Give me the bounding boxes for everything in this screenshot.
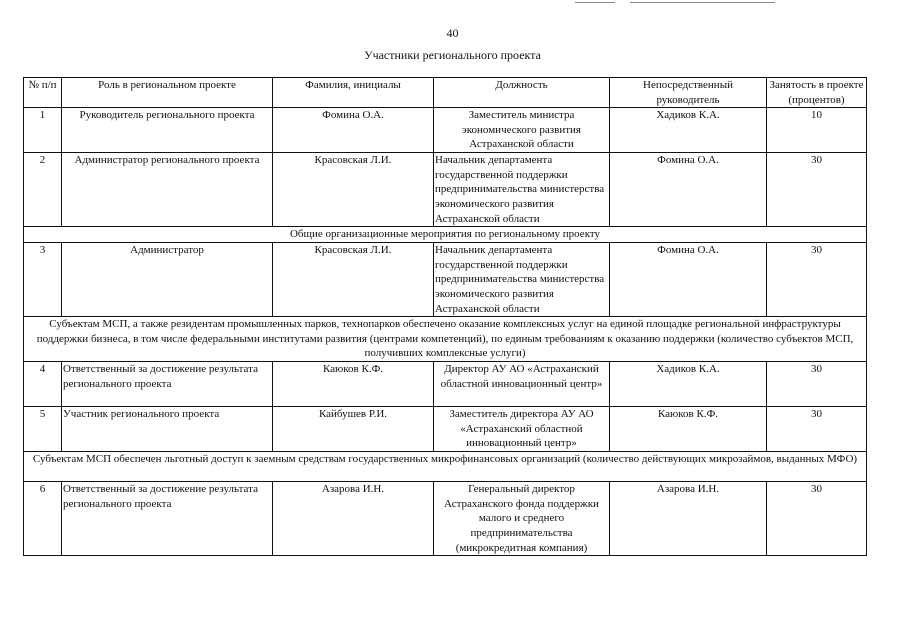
cell-number: 2 xyxy=(24,153,62,227)
table-row xyxy=(24,243,867,317)
cell-position: Генеральный директор Астраханского фонда поддержки малого и среднего предпринимательства (микрокредитная компания) xyxy=(434,482,610,556)
cell-number: 6 xyxy=(24,482,62,556)
cell-role: Участник регионального проекта xyxy=(62,407,273,452)
page-number: 40 xyxy=(446,26,459,40)
section-title: Субъектам МСП обеспечен льготный доступ к заемным средствам государственных микрофинансовых организаций (количество действующих микрозаймов, выданных МФО) xyxy=(24,452,867,482)
cell-employment: 30 xyxy=(767,153,867,227)
cell-supervisor: Азарова И.Н. xyxy=(610,482,767,556)
cell-role: Администратор регионального проекта xyxy=(62,153,273,227)
table-row xyxy=(24,482,867,556)
cell-employment: 10 xyxy=(767,108,867,153)
cell-role: Ответственный за достижение результата регионального проекта xyxy=(62,482,273,556)
cell-number: 5 xyxy=(24,407,62,452)
cell-position: Начальник департамента государственной поддержки предпринимательства министерства экономического развития Астраханской области xyxy=(434,153,610,227)
section-title: Общие организационные мероприятия по региональному проекту xyxy=(24,227,867,243)
cell-position: Начальник департамента государственной поддержки предпринимательства министерства экономического развития Астраханской области xyxy=(434,243,610,317)
table-row xyxy=(24,407,867,452)
header-rule xyxy=(575,2,615,3)
header-rule xyxy=(630,2,775,3)
cell-name: Красовская Л.И. xyxy=(273,153,434,227)
cell-supervisor: Каюков К.Ф. xyxy=(610,407,767,452)
header-position: Должность xyxy=(434,78,610,108)
cell-role: Руководитель регионального проекта xyxy=(62,108,273,153)
cell-number: 3 xyxy=(24,243,62,317)
cell-name: Фомина О.А. xyxy=(273,108,434,153)
cell-name: Красовская Л.И. xyxy=(273,243,434,317)
cell-position: Заместитель министра экономического развития Астраханской области xyxy=(434,108,610,153)
cell-role: Ответственный за достижение результата регионального проекта xyxy=(62,362,273,407)
cell-position: Директор АУ АО «Астраханский областной инновационный центр» xyxy=(434,362,610,407)
section-row xyxy=(24,227,867,243)
table-row xyxy=(24,362,867,407)
cell-name: Каюков К.Ф. xyxy=(273,362,434,407)
cell-employment: 30 xyxy=(767,362,867,407)
section-row xyxy=(24,452,867,482)
cell-number: 1 xyxy=(24,108,62,153)
document-title: Участники регионального проекта xyxy=(364,48,541,62)
table-header-row xyxy=(24,78,867,108)
cell-employment: 30 xyxy=(767,407,867,452)
header-supervisor: Непосредственный руководитель xyxy=(610,78,767,108)
cell-name: Азарова И.Н. xyxy=(273,482,434,556)
section-row xyxy=(24,317,867,362)
cell-employment: 30 xyxy=(767,482,867,556)
header-name: Фамилия, инициалы xyxy=(273,78,434,108)
header-number: № п/п xyxy=(24,78,62,108)
cell-employment: 30 xyxy=(767,243,867,317)
cell-name: Кайбушев Р.И. xyxy=(273,407,434,452)
cell-supervisor: Фомина О.А. xyxy=(610,243,767,317)
cell-supervisor: Фомина О.А. xyxy=(610,153,767,227)
participants-table xyxy=(23,77,867,556)
header-employment: Занятость в проекте (процентов) xyxy=(767,78,867,108)
cell-supervisor: Хадиков К.А. xyxy=(610,362,767,407)
cell-role: Администратор xyxy=(62,243,273,317)
table-row xyxy=(24,153,867,227)
cell-supervisor: Хадиков К.А. xyxy=(610,108,767,153)
section-title: Субъектам МСП, а также резидентам промышленных парков, технопарков обеспечено оказание комплексных услуг на единой площадке региональной инфраструктуры поддержки бизнеса, в том числе федеральными институтами развития (центрами компетенций), по единым требованиям к оказанию поддержки (количество субъектов МСП, получивших комплексные услуги) xyxy=(24,317,867,362)
table-row xyxy=(24,108,867,153)
cell-position: Заместитель директора АУ АО «Астраханский областной инновационный центр» xyxy=(434,407,610,452)
header-role: Роль в региональном проекте xyxy=(62,78,273,108)
cell-number: 4 xyxy=(24,362,62,407)
